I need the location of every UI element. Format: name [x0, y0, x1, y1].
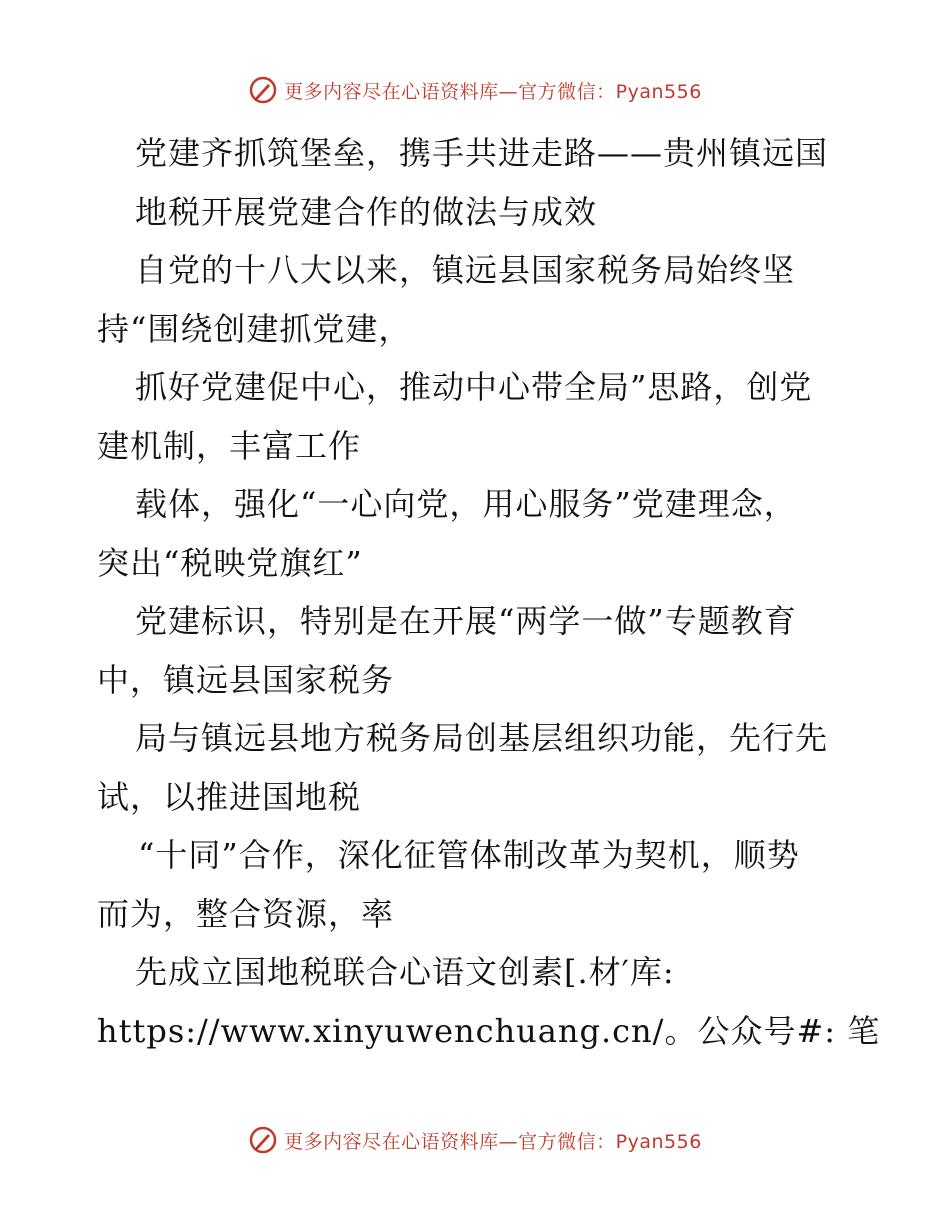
text-line: 中，镇远县国家税务 [97, 660, 395, 699]
text-line: 自党的十八大以来，镇远县国家税务局始终坚 [135, 251, 796, 289]
text-line: 持“围绕创建抓党建， [97, 309, 412, 348]
footer-banner-text: 更多内容尽在心语资料库—官方微信：Pyan556 [284, 1130, 702, 1153]
text-line: 建机制，丰富工作 [97, 426, 362, 465]
text-line: https://www.xinyuwenchuang.cn/。公众号#: 笔 [97, 1011, 881, 1050]
text-line: 试，以推进国地税 [97, 777, 362, 816]
header-banner [0, 70, 950, 110]
text-line: 地税开展党建合作的做法与成效 [135, 192, 598, 231]
text-line: 抓好党建促中心，推动中心带全局”思路，创党 [135, 368, 813, 406]
text-line: 载体，强化“一心向党，用心服务”党建理念， [135, 485, 797, 523]
text-line: 突出“税映党旗红” [97, 543, 363, 582]
text-line: 局与镇远县地方税务局创基层组织功能，先行先 [135, 719, 829, 757]
footer-banner [0, 1120, 950, 1160]
text-line: 先成立国地税联合心语文创素[.材′库: [135, 953, 675, 991]
pen-swirl-icon [248, 1125, 278, 1155]
text-line: “十同”合作，深化征管体制改革为契机，顺势 [138, 836, 800, 874]
text-line: 党建标识，特别是在开展“两学一做”专题教育 [135, 602, 797, 640]
header-banner-text: 更多内容尽在心语资料库—官方微信：Pyan556 [284, 80, 702, 103]
text-line: 党建齐抓筑堡垒，携手共进走路——贵州镇远国 [135, 134, 829, 172]
pen-swirl-icon [248, 75, 278, 105]
text-line: 而为，整合资源，率 [97, 894, 395, 933]
document-body [97, 124, 881, 1060]
